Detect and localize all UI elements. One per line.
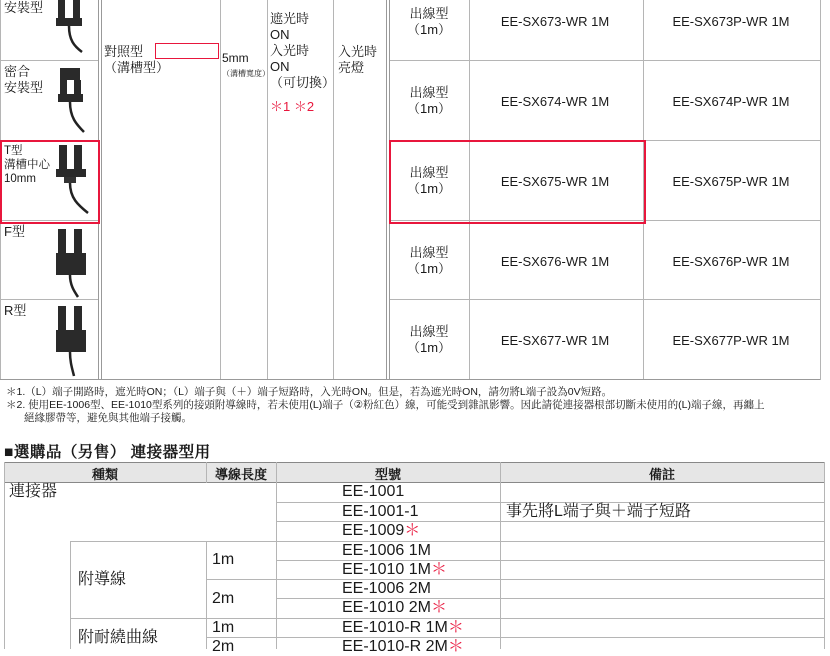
- model-row: EE-1010-R 1M＊: [342, 619, 464, 636]
- type-label-row2: 密合 安裝型: [4, 64, 44, 95]
- output-mode-refs: ＊1 ＊2: [270, 99, 315, 114]
- header-remark: 備註: [648, 467, 675, 482]
- indicator: 入光時 亮燈: [338, 44, 378, 75]
- wire-type-row3: 出線型 （1m）: [406, 165, 452, 196]
- part-number-pnp-row1: EE-SX673P-WR 1M: [672, 14, 790, 29]
- slot-width-note: （溝槽寬度）: [222, 69, 270, 78]
- sensor-image-row1: [52, 0, 92, 58]
- part-number-pnp-row5: EE-SX677P-WR 1M: [672, 333, 790, 348]
- type-label-row1: 安裝型: [4, 0, 44, 15]
- slot-width: 5mm: [222, 51, 249, 65]
- wire-type-row5: 出線型 （1m）: [406, 324, 452, 355]
- length-flex-2m: 2m: [212, 638, 235, 655]
- sensor-image-row2: [52, 62, 92, 138]
- model-row: EE-1010-R 2M＊: [342, 638, 464, 655]
- part-number-npn-row4: EE-SX676-WR 1M: [500, 254, 610, 269]
- length-2m: 2m: [212, 590, 235, 607]
- wire-type-row2: 出線型 （1m）: [406, 85, 452, 116]
- part-number-pnp-row2: EE-SX674P-WR 1M: [672, 94, 790, 109]
- model-row: EE-1001: [342, 483, 405, 500]
- model-row: EE-1006 1M: [342, 542, 431, 559]
- wire-type-row1: 出線型 （1m）: [406, 6, 452, 37]
- footnote-1: ＊1.（L）端子開路時，遮光時ON；（L）端子與（＋）端子短路時，入光時ON。但是，若為遮光時ON，請勿將L端子設為0V短路。: [6, 386, 613, 398]
- category-cable: 附導線: [78, 571, 127, 588]
- model-row: EE-1009＊: [342, 522, 421, 539]
- sensor-image-row5: [52, 302, 92, 378]
- header-type: 種類: [91, 467, 118, 482]
- part-number-npn-row2: EE-SX674-WR 1M: [500, 94, 610, 109]
- sensor-image-row4: [52, 223, 92, 299]
- category-flex-cable: 附耐繞曲線: [78, 629, 159, 646]
- header-model: 型號: [374, 467, 401, 482]
- part-number-npn-row5: EE-SX677-WR 1M: [500, 333, 610, 348]
- model-row: EE-1010 1M＊: [342, 561, 447, 578]
- part-number-npn-row3: EE-SX675-WR 1M: [500, 174, 610, 189]
- type-label-row4: F型: [4, 224, 25, 239]
- footnote-2: ＊2. 使用EE-1006型、EE-1010型系列的接頭附導線時，若未使用(L)端子（②粉紅色）線，可能受到雜訊影響。因此請從連接器根部切斷未使用的(L)端子線，再纏上: [6, 399, 765, 411]
- detection-method: 對照型 （溝槽型）: [104, 44, 170, 75]
- model-row: EE-1010 2M＊: [342, 599, 447, 616]
- output-mode: 遮光時 ON 入光時 ON （可切換）: [270, 11, 336, 90]
- length-1m: 1m: [212, 551, 235, 568]
- remark-ee-1001-1: 事先將L端子與＋端子短路: [506, 503, 691, 520]
- model-row: EE-1001-1: [342, 503, 419, 520]
- part-number-pnp-row3: EE-SX675P-WR 1M: [672, 174, 790, 189]
- type-label-row3: T型 溝槽中心 10mm: [4, 145, 50, 185]
- sensor-image-row3: [52, 143, 92, 219]
- header-length: 導線長度: [214, 467, 267, 482]
- length-flex-1m: 1m: [212, 619, 235, 636]
- section-title: ■選購品（另售） 連接器型用: [4, 444, 211, 461]
- part-number-npn-row1: EE-SX673-WR 1M: [500, 14, 610, 29]
- type-label-row5: R型: [4, 303, 27, 318]
- category-connector: 連接器: [9, 483, 58, 500]
- wire-type-row4: 出線型 （1m）: [406, 245, 452, 276]
- model-row: EE-1006 2M: [342, 580, 431, 597]
- footnote-2-cont: 絕緣膠帶等，避免與其他端子接觸。: [24, 412, 192, 424]
- part-number-pnp-row4: EE-SX676P-WR 1M: [672, 254, 790, 269]
